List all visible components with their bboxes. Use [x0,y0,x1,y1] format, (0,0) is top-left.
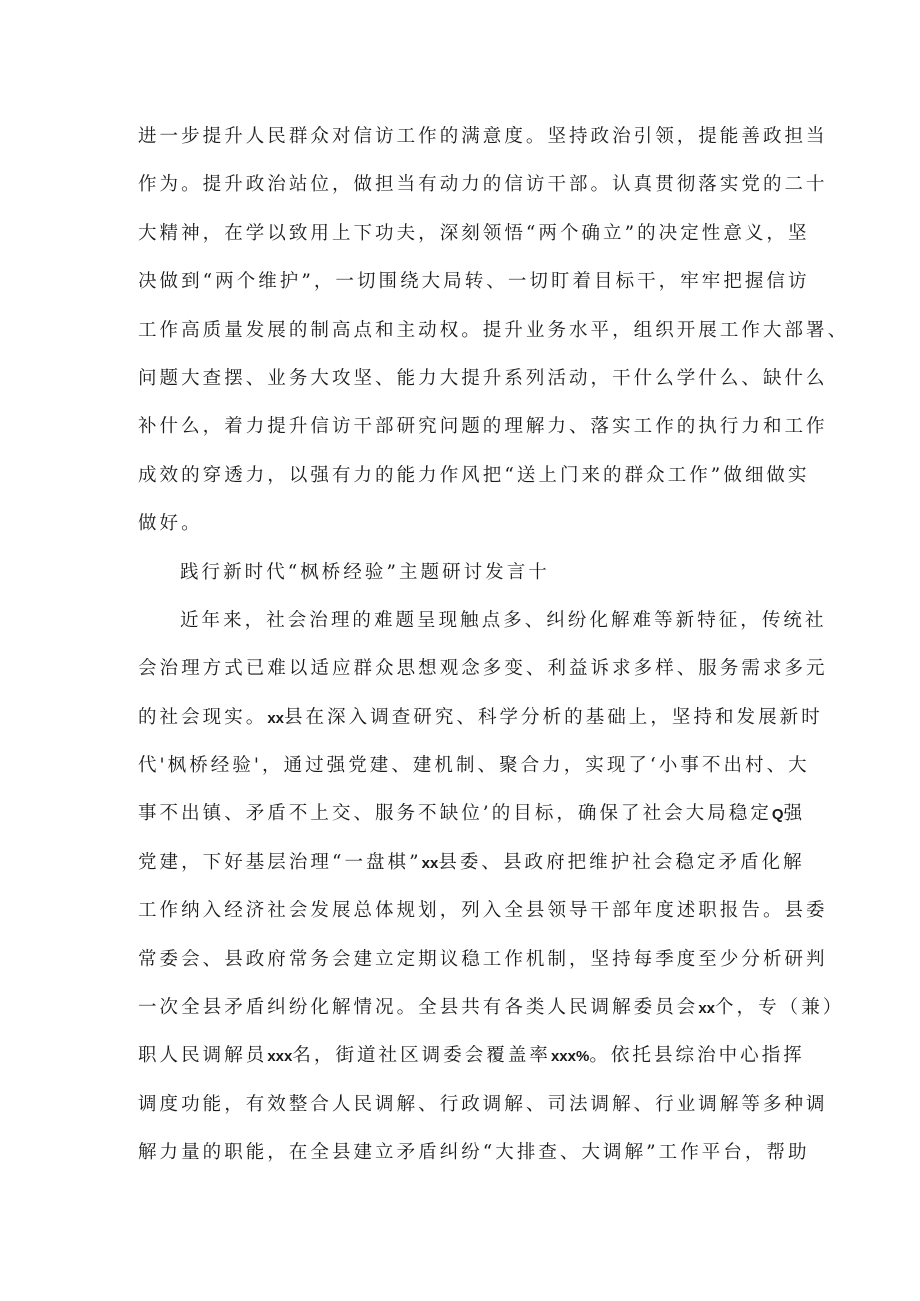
document-body [138,113,850,1178]
text-line [138,1032,805,1080]
section-title: 践行新时代“枫桥经验”主题研讨发言十 [180,561,550,583]
text-line: 进一步提升人民群众对信访工作的满意度。坚持政治引领，提能善政担当 [138,126,828,147]
text-segment: 个，专（兼） [715,997,845,1019]
text-line: 常委会、县政府常务会建立定期议稳工作机制，坚持每季度至少分析研判 [138,948,828,970]
placeholder-text: xxx [267,1048,293,1066]
text-segment: 强 [783,803,806,825]
text-line: 代'枫桥经验'，通过强党建、建机制、聚合力，实现了‘小事不出村、大 [138,755,810,777]
text-segment: 党建，下好基层治理“一盘棋” [138,851,422,873]
text-line [138,984,845,1032]
text-segment: 的社会现实。 [138,706,268,728]
text-line: 成效的穿透力，以强有力的能力作风把“送上门来的群众工作”做细做实 [138,464,810,486]
text-line: 会治理方式已难以适应群众思想观念多变、利益诉求多样、服务需求多元 [138,658,828,680]
text-line: 作为。提升政治站位，做担当有动力的信访干部。认真贯彻落实党的二十 [138,174,828,196]
text-line: 大精神，在学以致用上下功夫，深刻领悟“两个确立”的决定性意义，坚 [138,222,810,244]
placeholder-text: Q [771,806,784,824]
text-segment: 一次全县矛盾纠纷化解情况。全县共有各类人民调解委员会 [138,997,699,1019]
placeholder-text: xxx% [550,1048,590,1066]
text-segment: 县在深入调查研究、科学分析的基础上，坚持和发展新时 [284,706,823,728]
text-line: 解力量的职能，在全县建立矛盾纠纷“大排查、大调解”工作平台，帮助 [138,1142,810,1164]
text-line [138,790,806,838]
text-segment: 职人民调解员 [138,1045,268,1067]
text-line: 工作高质量发展的制高点和主动权。提升业务水平，组织开展工作大部署、 [138,319,850,341]
text-line: 补什么，着力提升信访干部研究问题的理解力、落实工作的执行力和工作 [138,416,828,438]
text-segment: 事不出镇、矛盾不上交、服务不缺位’的目标，确保了社会大局稳定 [138,803,772,825]
text-segment: 名，街道社区调委会覆盖率 [292,1045,551,1067]
text-line: 调度功能，有效整合人民调解、行政调解、司法调解、行业调解等多种调 [138,1093,828,1115]
text-segment: 。依托县综治中心指挥 [589,1045,805,1067]
text-segment: 县委、县政府把维护社会稳定矛盾化解 [438,851,805,873]
text-line: 问题大查摆、业务大攻坚、能力大提升系列活动，干什么学什么、缺什么 [138,367,828,389]
placeholder-text: xx [267,709,284,727]
text-line: 工作纳入经济社会发展总体规划，列入全县领导干部年度述职报告。县委 [138,900,828,922]
text-line: 做好。 [138,513,203,535]
placeholder-text: xx [421,854,439,872]
placeholder-text: xx [698,1000,715,1018]
text-line [138,694,823,742]
text-line: 决做到“两个维护”，一切围绕大局转、一切盯着目标干，牢牢把握信访 [138,271,810,293]
text-line: 近年来，社会治理的难题呈现触点多、纠纷化解难等新特征，传统社 [180,609,827,631]
text-line [138,839,805,887]
